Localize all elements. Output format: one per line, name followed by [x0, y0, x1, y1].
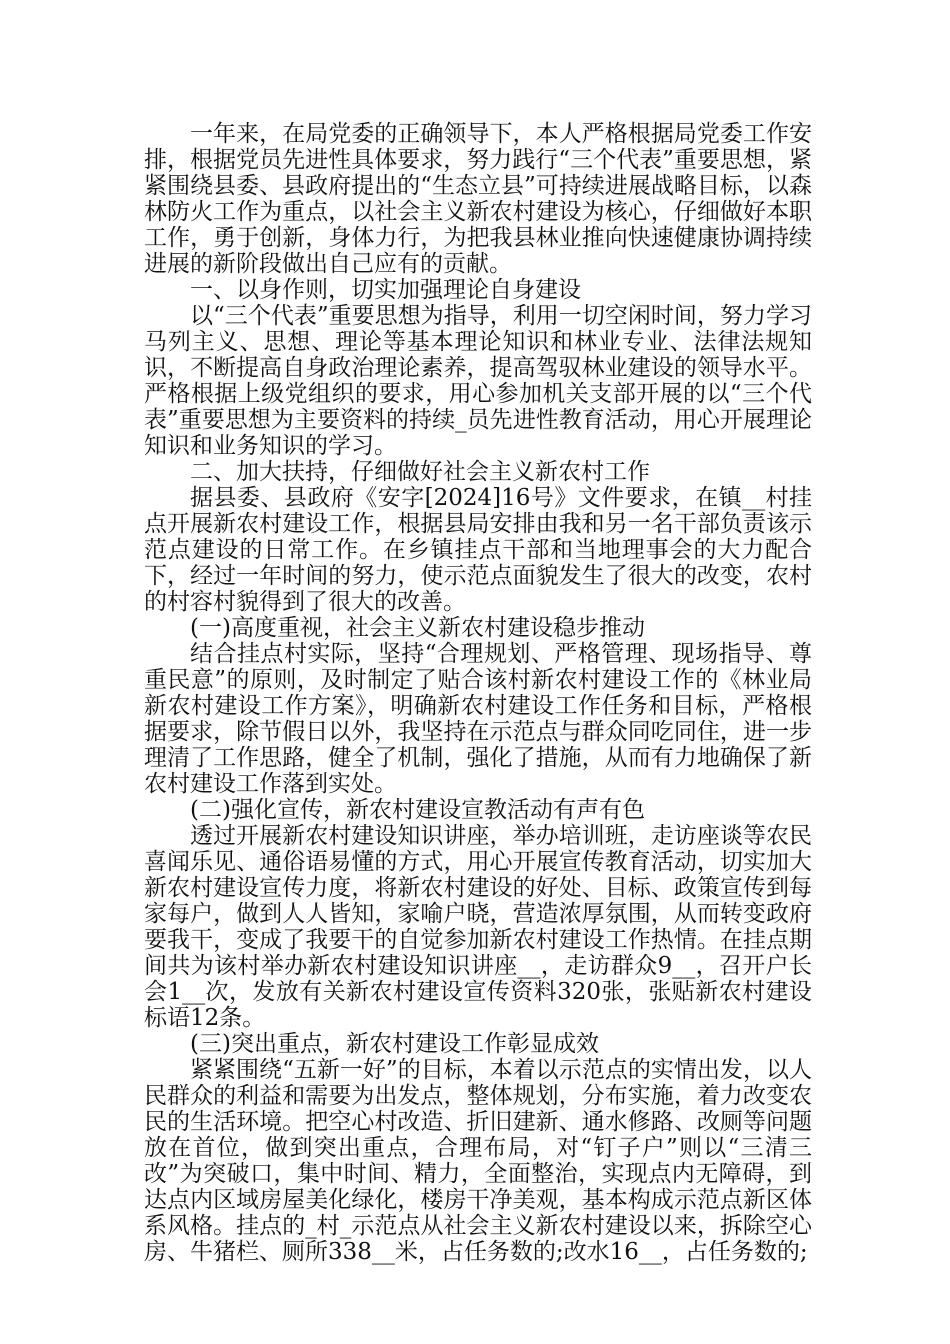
paragraph-village-assignment: 据县委、县政府《安字[2024]16号》文件要求，在镇__村挂点开展新农村建设工作，根据县局安排由我和另一名干部负责该示范点建设的日常工作。在乡镇挂点干部和当地理事会的大力配合下，经过一年时间的努力，使示范点面貌发生了很大的改变，农村的村容村貌得到了很大的改善。 [144, 485, 812, 615]
subsection-heading-1: (一)高度重视，社会主义新农村建设稳步推动 [190, 615, 645, 641]
paragraph-intro: 一年来，在局党委的正确领导下，本人严格根据局党委工作安排，根据党员先进性具体要求，努力践行“三个代表”重要思想，紧紧围绕县委、县政府提出的“生态立县”可持续进展战略目标，以森林防火工作为重点，以社会主义新农村建设为核心，仔细做好本职工作，勇于创新，身体力行，为把我县林业推向快速健康协调持续进展的新阶段做出自己应有的贡献。 [144, 121, 812, 277]
paragraph-results: 紧紧围绕“五新一好”的目标，本着以示范点的实情出发，以人民群众的利益和需要为出发点，整体规划，分布实施，着力改变农民的生活环境。把空心村改造、折旧建新、通水修路、改厕等问题放在首位，做到突出重点，合理布局，对“钉子户”则以“三清三改”为突破口，集中时间、精力，全面整治，实现点内无障碍，到达点内区域房屋美化绿化，楼房干净美观，基本构成示范点新区体系风格。挂点的_村_示范点从社会主义新农村建设以来，拆除空心房、牛猪栏、厕所338__米，占任务数的;改水16__，占任务数的; [144, 1057, 812, 1265]
subsection-heading-2: (二)强化宣传，新农村建设宣教活动有声有色 [190, 797, 645, 823]
document-body [144, 121, 812, 1265]
section-heading-2: 二、加大扶持，仔细做好社会主义新农村工作 [190, 459, 650, 485]
subsection-heading-3: (三)突出重点，新农村建设工作彰显成效 [190, 1031, 599, 1057]
section-heading-1: 一、以身作则，切实加强理论自身建设 [190, 277, 581, 303]
paragraph-planning: 结合挂点村实际，坚持“合理规划、严格管理、现场指导、尊重民意”的原则，及时制定了贴合该村新农村建设工作的《林业局新农村建设工作方案》，明确新农村建设工作任务和目标，严格根据要求，除节假日以外，我坚持在示范点与群众同吃同住，进一步理清了工作思路，健全了机制，强化了措施，从而有力地确保了新农村建设工作落到实处。 [144, 641, 812, 797]
paragraph-theory-study: 以“三个代表”重要思想为指导，利用一切空闲时间，努力学习马列主义、思想、理论等基本理论知识和林业专业、法律法规知识，不断提高自身政治理论素养，提高驾驭林业建设的领导水平。严格根据上级党组织的要求，用心参加机关支部开展的以“三个代表”重要思想为主要资料的持续_员先进性教育活动，用心开展理论知识和业务知识的学习。 [144, 303, 812, 459]
paragraph-publicity: 透过开展新农村建设知识讲座，举办培训班，走访座谈等农民喜闻乐见、通俗语易懂的方式，用心开展宣传教育活动，切实加大新农村建设宣传力度，将新农村建设的好处、目标、政策宣传到每家每户，做到人人皆知，家喻户晓，营造浓厚氛围，从而转变政府要我干，变成了我要干的自觉参加新农村建设工作热情。在挂点期间共为该村举办新农村建设知识讲座__，走访群众9__，召开户长会1__次，发放有关新农村建设宣传资料320张，张贴新农村建设标语12条。 [144, 823, 812, 1031]
